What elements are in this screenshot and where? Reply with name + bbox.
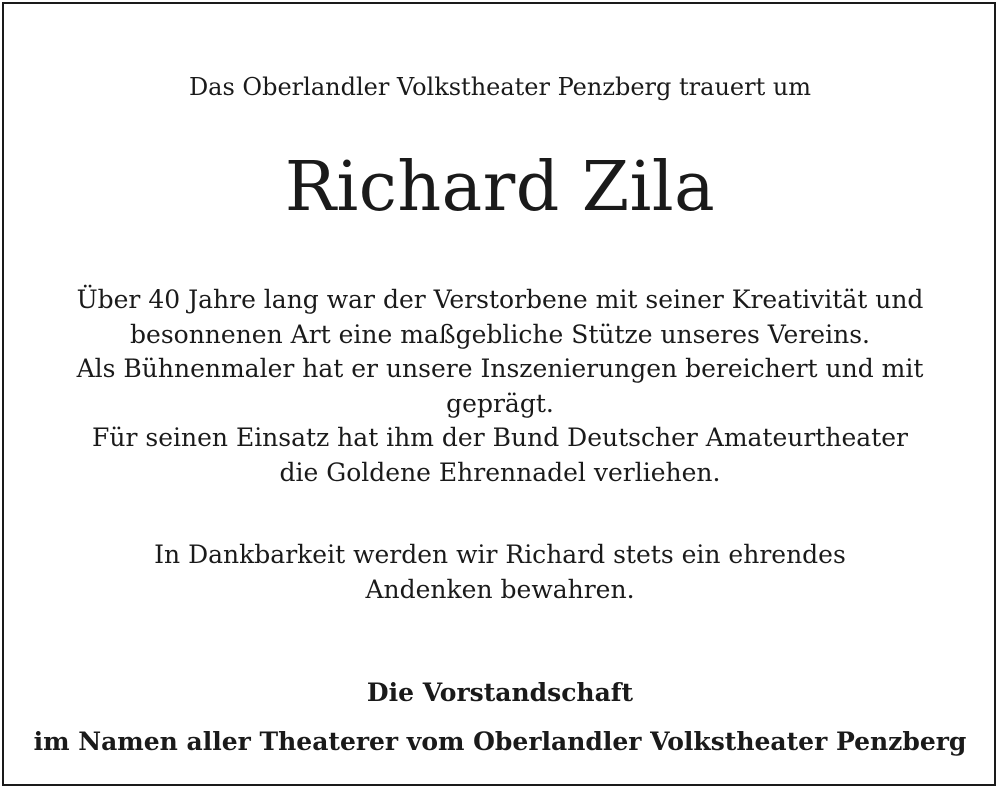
tribute-line: besonnenen Art eine maßgebliche Stütze unseres Vereins. — [130, 319, 870, 349]
tribute-paragraph — [0, 283, 1000, 490]
signature-board: Die Vorstandschaft — [366, 678, 634, 707]
deceased-name: Richard Zila — [284, 148, 716, 227]
gratitude-line: In Dankbarkeit werden wir Richard stets ein ehrendes — [154, 540, 846, 569]
tribute-line: Als Bühnenmaler hat er unsere Inszenierungen bereichert und mit — [76, 354, 924, 383]
signature-organization: im Namen aller Theaterer vom Oberlandler Volkstheater Penzberg — [33, 727, 967, 756]
tribute-line: die Goldene Ehrennadel verliehen. — [279, 457, 721, 487]
tribute-line: Für seinen Einsatz hat ihm der Bund Deutscher Amateurtheater — [92, 423, 908, 452]
gratitude-paragraph — [0, 538, 1000, 607]
gratitude-line: Andenken bewahren. — [365, 574, 635, 604]
tribute-line: Über 40 Jahre lang war der Verstorbene mit seiner Kreativität und — [76, 285, 924, 314]
tribute-line: geprägt. — [446, 388, 554, 418]
intro-text: Das Oberlandler Volkstheater Penzberg trauert um — [188, 73, 812, 101]
